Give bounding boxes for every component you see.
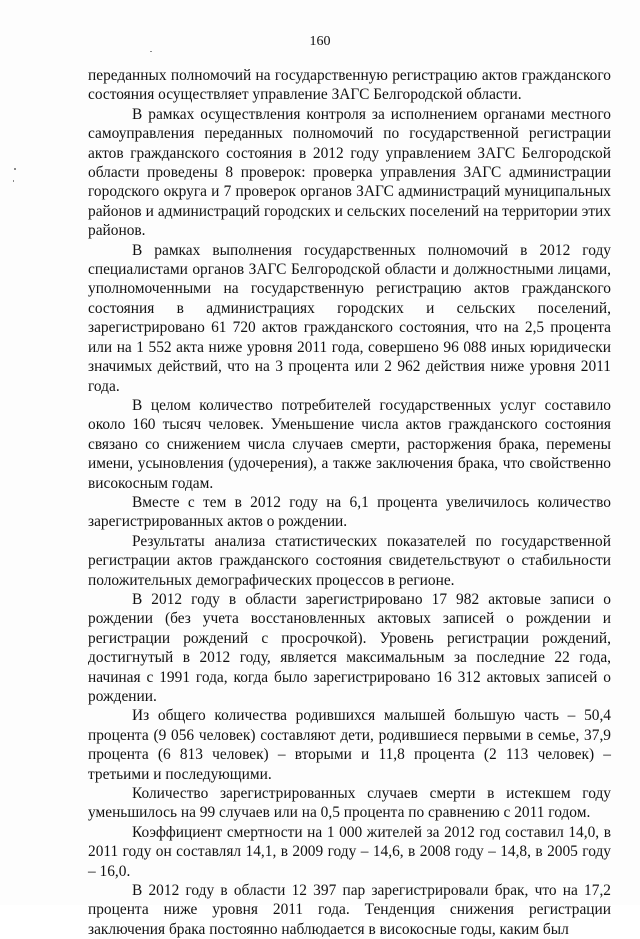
paragraph-1: переданных полномочий на государственную регистрацию актов гражданского состояния осуществляет управление ЗАГС Белгородской области. — [88, 67, 611, 104]
paragraph-2: В рамках осуществления контроля за исполнением органами местного самоуправления переданных полномочий по государственной регистрации актов гражданского состояния в 2012 году управлением ЗАГС Белгородской области проведены 8 проверок: проверка управления ЗАГС администрации городского округа и 7 проверок органов ЗАГС администраций муниципальных районов и администраций городских и сельских поселений на территории этих районов. — [88, 105, 611, 240]
paragraph-4: В целом количество потребителей государственных услуг составило около 160 тысяч человек. Уменьшение числа актов гражданского состояния связано со снижением числа случаев смерти, расторжения брака, перемены имени, усыновления (удочерения), а также заключения брака, что свойственно високосным годам. — [88, 396, 611, 492]
paragraph-7: В 2012 году в области зарегистрировано 17 982 актовые записи о рождении (без учета восстановленных актовых записей о рождении и регистрации рождений с просрочкой). Уровень регистрации рождений, достигнутый в 2012 году, является максимальным за последние 22 года, начиная с 1991 года, когда было зарегистрировано 16 312 актовых записей о рождении. — [88, 590, 611, 705]
paragraph-9: Количество зарегистрированных случаев смерти в истекшем году уменьшилось на 99 случаев или на 0,5 процента по сравнению с 2011 годом. — [88, 785, 611, 822]
scan-speck — [14, 168, 16, 170]
scan-speck — [13, 180, 14, 182]
paragraph-6: Результаты анализа статистических показателей по государственной регистрации актов гражданского состояния свидетельствуют о стабильности положительных демографических процессов в регионе. — [88, 532, 611, 589]
scan-speck — [150, 51, 152, 52]
paragraph-11: В 2012 году в области 12 397 пар зарегистрировали брак, что на 17,2 процента ниже уровня 2011 года. Тенденция снижения регистрации заключения брака постоянно наблюдается в високосные годы, каким был — [88, 882, 611, 938]
paragraph-10: Коэффициент смертности на 1 000 жителей за 2012 год составил 14,0, в 2011 году он составлял 14,1, в 2009 году – 14,6, в 2008 году – 14,8, в 2005 году – 16,0. — [88, 823, 611, 880]
paragraph-3: В рамках выполнения государственных полномочий в 2012 году специалистами органов ЗАГС Белгородской области и должностными лицами, уполномоченными на государственную регистрацию актов гражданского состояния в администрациях городских и сельских поселений, зарегистрировано 61 720 актов гражданского состояния, что на 2,5 процента или на 1 552 акта ниже уровня 2011 года, совершено 96 088 иных юридически значимых действий, что на 3 процента или 2 962 действия ниже уровня 2011 года. — [88, 241, 611, 395]
document-body — [88, 66, 611, 939]
paragraph-5: Вместе с тем в 2012 году на 6,1 процента увеличилось количество зарегистрированных актов о рождении. — [88, 493, 611, 531]
page-number: 160 — [309, 34, 331, 49]
paragraph-8: Из общего количества родившихся малышей большую часть – 50,4 процента (9 056 человек) составляют дети, родившиеся первыми в семье, 37,9 процента (6 813 человек) – вторыми и 11,8 процента (2 113 человек) – третьими и последующими. — [88, 707, 611, 783]
